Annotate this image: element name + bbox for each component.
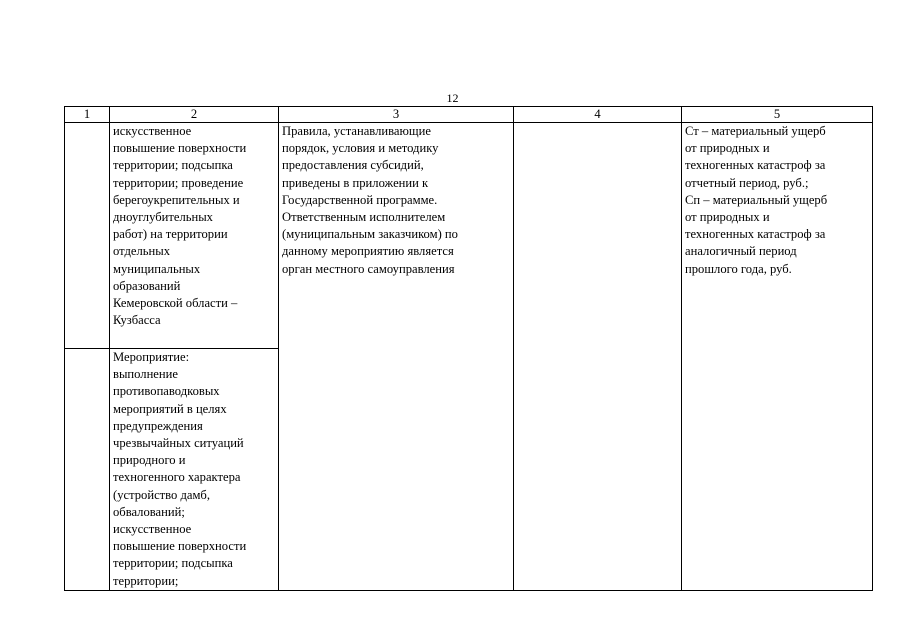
page-number: 12 (446, 91, 459, 105)
row1-col1-cell (65, 123, 110, 349)
table-row (65, 123, 873, 349)
column-header-4: 4 (514, 107, 682, 123)
row1-col5-cell: Ст – материальный ущерб от природных и техногенных катастроф за отчетный период, руб.; Сп – материальный ущерб от природных и техногенных катастроф за аналогичный период прошлого года, руб. (682, 123, 873, 591)
column-header-2: 2 (110, 107, 279, 123)
row2-col2-cell: Мероприятие: выполнение противопаводковых мероприятий в целях предупреждения чрезвычайных ситуаций природного и техногенного характера (устройство дамб, обвалований; искусственное повышение поверхности территории; подсыпка территории; (110, 349, 279, 591)
row1-col4-cell (514, 123, 682, 591)
column-header-1: 1 (65, 107, 110, 123)
row1-col3-cell: Правила, устанавливающие порядок, условия и методику предоставления субсидий, приведены в приложении к Государственной программе. Ответственным исполнителем (муниципальным заказчиком) по данному мероприятию является орган местного самоуправления (279, 123, 514, 591)
table-header-row (65, 107, 873, 123)
document-table (64, 106, 873, 591)
column-header-3: 3 (279, 107, 514, 123)
column-header-5: 5 (682, 107, 873, 123)
row1-col2-cell: искусственное повышение поверхности территории; подсыпка территории; проведение берегоукрепительных и дноуглубительных работ) на территории отдельных муниципальных образований Кемеровской области – Кузбасса (110, 123, 279, 349)
row2-col1-cell (65, 349, 110, 591)
